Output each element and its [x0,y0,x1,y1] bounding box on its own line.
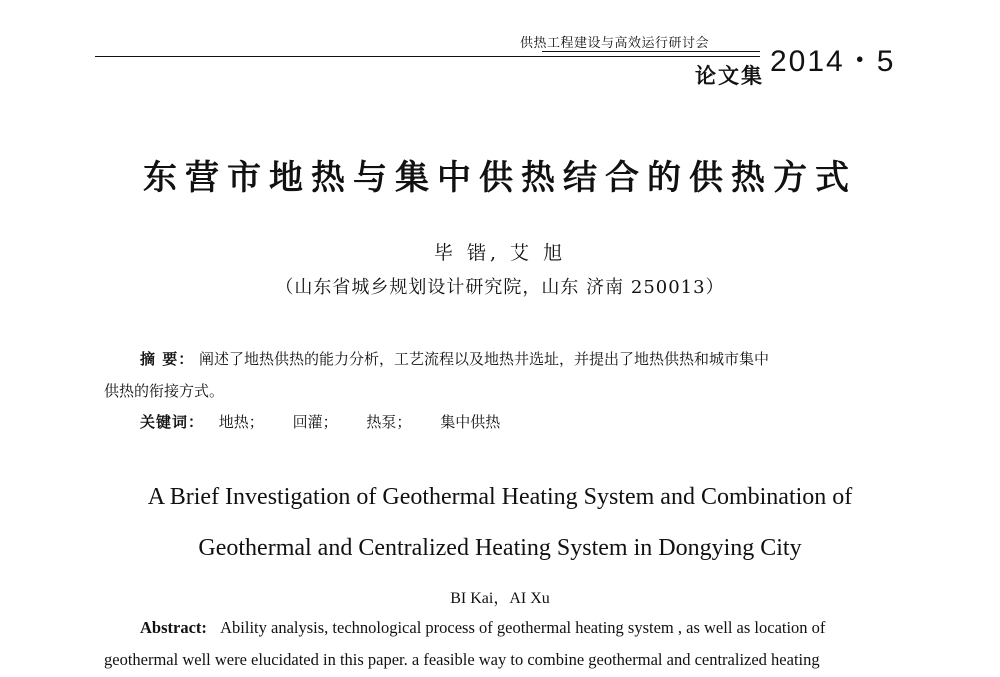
keyword-item: 热泵； [366,413,412,431]
collection-label: 论文集 [695,64,764,88]
abstract-en [140,618,825,638]
abstract-en-label: Abstract: [140,618,207,637]
paper-title-cn: 东营市地热与集中供热结合的供热方式 [143,158,857,198]
header-underline [542,51,760,52]
affiliation-cn: （山东省城乡规划设计研究院，山东 济南 250013） [275,277,725,298]
keywords-cn-label: 关键词： [140,413,205,431]
keyword-item: 地热； [218,413,264,431]
abstract-cn-text-line2: 供热的衔接方式。 [104,382,225,400]
header-rule [95,56,760,57]
conference-name: 供热工程建设与高效运行研讨会 [520,36,710,51]
keyword-item: 集中供热 [440,413,501,431]
abstract-en-text-line2: geothermal well were elucidated in this paper. a feasible way to combine geothermal and centralized heating [104,650,820,669]
year-issue: 2014・5 [770,45,896,78]
abstract-en-text-line1: Ability analysis, technological process of geothermal heating system , as well as location of [220,618,826,637]
authors-cn: 毕 锴, 艾 旭 [433,242,567,264]
abstract-cn-label: 摘 要： [140,350,195,368]
keyword-item: 回灌； [292,413,338,431]
abstract-cn-text-line1: 阐述了地热供热的能力分析，工艺流程以及地热井选址，并提出了地热供热和城市集中 [199,350,770,368]
keywords-cn [140,411,514,432]
paper-title-en-line2: Geothermal and Centralized Heating System in Dongying City [198,535,802,561]
paper-title-en-line1: A Brief Investigation of Geothermal Heating System and Combination of [147,484,853,510]
authors-en: BI Kai，AI Xu [450,590,550,607]
abstract-cn [140,348,769,369]
